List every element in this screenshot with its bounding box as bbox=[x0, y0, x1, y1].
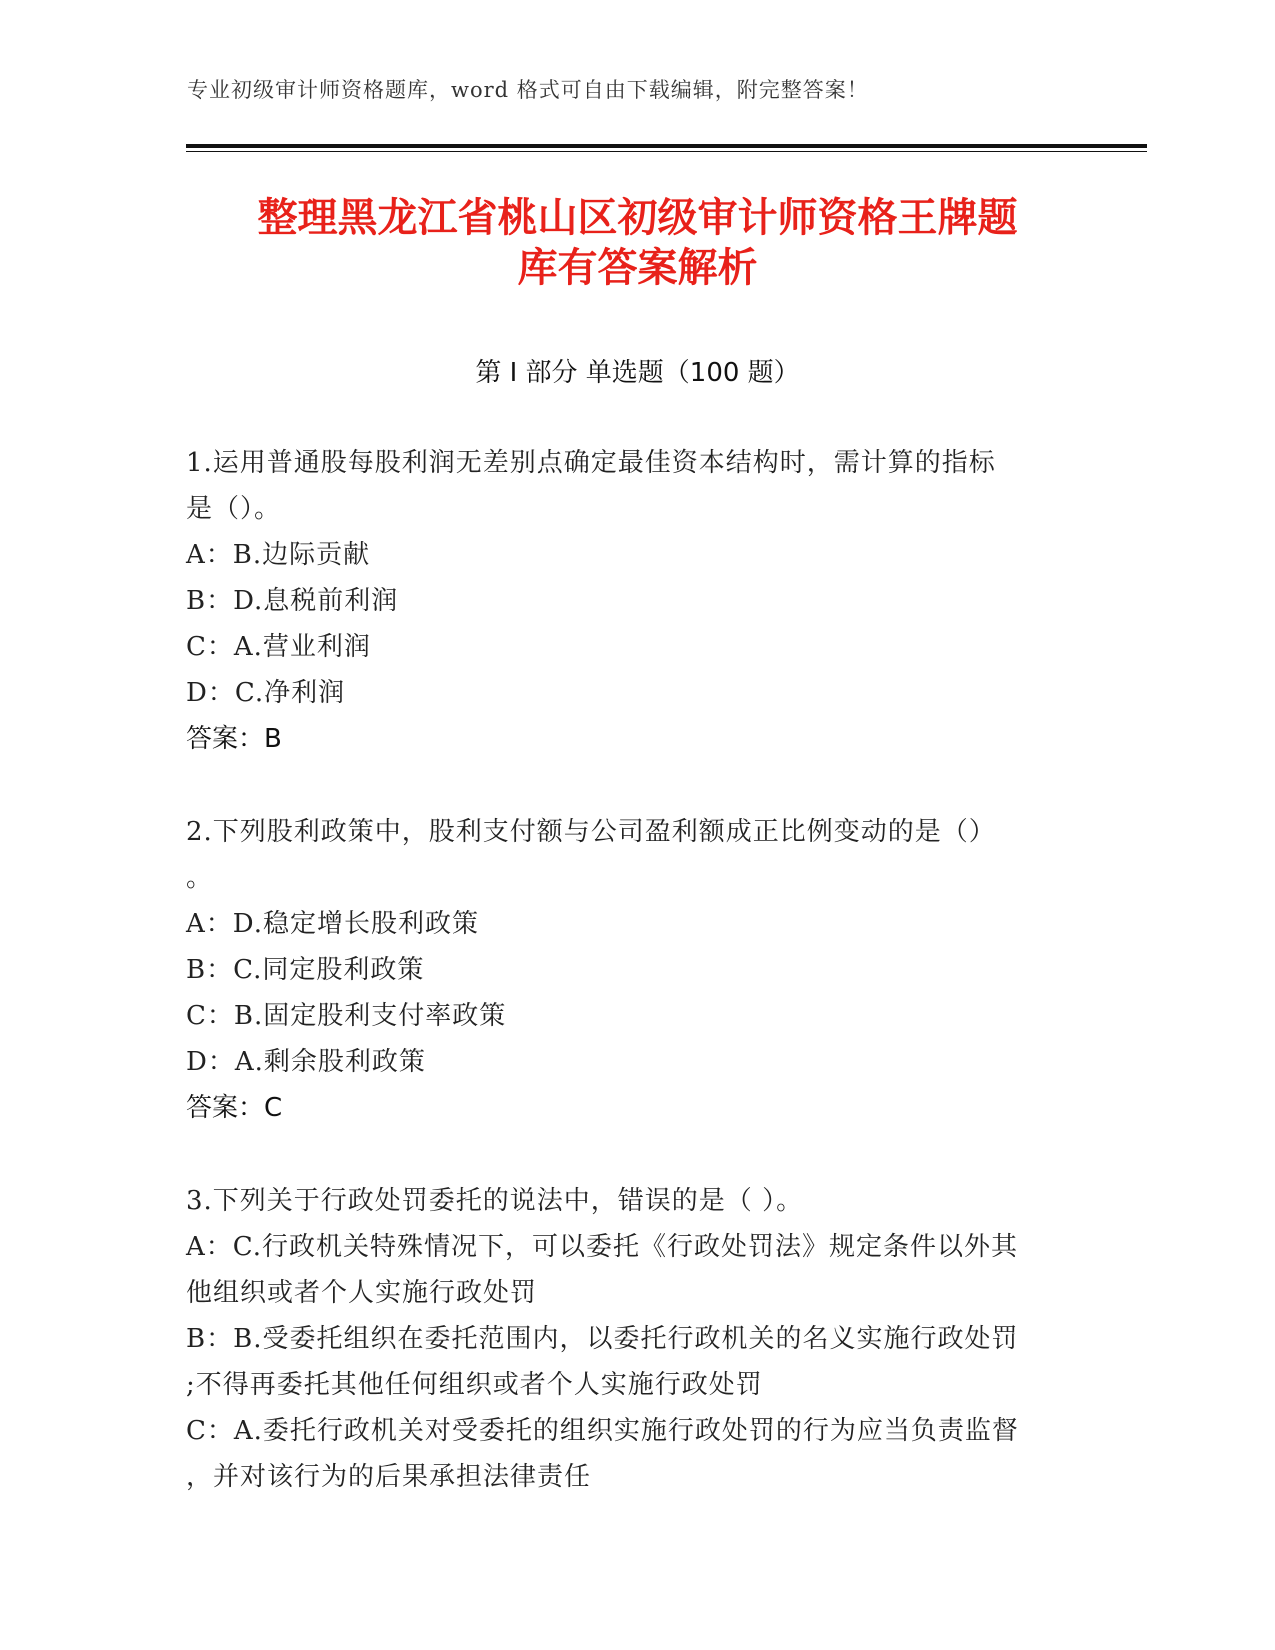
option-d: D：A.剩余股利政策 bbox=[186, 1047, 426, 1077]
question-stem-line: 。 bbox=[186, 863, 214, 893]
document-title bbox=[150, 193, 1125, 293]
question-stem-line: 3.下列关于行政处罚委托的说法中，错误的是（ ）。 bbox=[186, 1186, 804, 1216]
question-stem-line: 1.运用普通股每股利润无差别点确定最佳资本结构时，需计算的指标 bbox=[186, 448, 996, 478]
question-stem-line: 2.下列股利政策中，股利支付额与公司盈利额成正比例变动的是（） bbox=[186, 817, 996, 847]
question-list bbox=[186, 440, 1066, 1547]
question-1 bbox=[186, 440, 1066, 762]
option-c-continuation: ，并对该行为的后果承担法律责任 bbox=[186, 1462, 592, 1492]
header-note: 专业初级审计师资格题库，word 格式可自由下载编辑，附完整答案！ bbox=[187, 78, 869, 102]
option-d: D：C.净利润 bbox=[186, 678, 346, 708]
answer-label: 答案：B bbox=[186, 724, 282, 754]
document-title-line-1: 整理黑龙江省桃山区初级审计师资格王牌题 bbox=[257, 195, 1018, 241]
answer-label: 答案：C bbox=[186, 1093, 283, 1123]
option-a: A：C.行政机关特殊情况下，可以委托《行政处罚法》规定条件以外其 bbox=[186, 1232, 1019, 1262]
question-stem-line: 是（）。 bbox=[186, 494, 282, 524]
option-a-continuation: 他组织或者个人实施行政处罚 bbox=[186, 1278, 538, 1308]
document-title-line-2: 库有答案解析 bbox=[517, 245, 758, 291]
option-c: C：A.营业利润 bbox=[186, 632, 371, 662]
option-b-continuation: ;不得再委托其他任何组织或者个人实施行政处罚 bbox=[186, 1370, 763, 1400]
question-3 bbox=[186, 1178, 1066, 1500]
option-c: C：B.固定股利支付率政策 bbox=[186, 1001, 507, 1031]
question-2 bbox=[186, 809, 1066, 1131]
option-b: B：C.同定股利政策 bbox=[186, 955, 425, 985]
option-a: A：B.边际贡献 bbox=[186, 540, 371, 570]
option-b: B：B.受委托组织在委托范围内，以委托行政机关的名义实施行政处罚 bbox=[186, 1324, 1019, 1354]
header-rule-thin bbox=[186, 151, 1147, 152]
option-b: B：D.息税前利润 bbox=[186, 586, 399, 616]
option-a: A：D.稳定增长股利政策 bbox=[186, 909, 479, 939]
header-rule-thick bbox=[186, 144, 1147, 148]
option-c: C：A.委托行政机关对受委托的组织实施行政处罚的行为应当负责监督 bbox=[186, 1416, 1019, 1446]
section-heading: 第 I 部分 单选题（100 题） bbox=[475, 358, 800, 388]
